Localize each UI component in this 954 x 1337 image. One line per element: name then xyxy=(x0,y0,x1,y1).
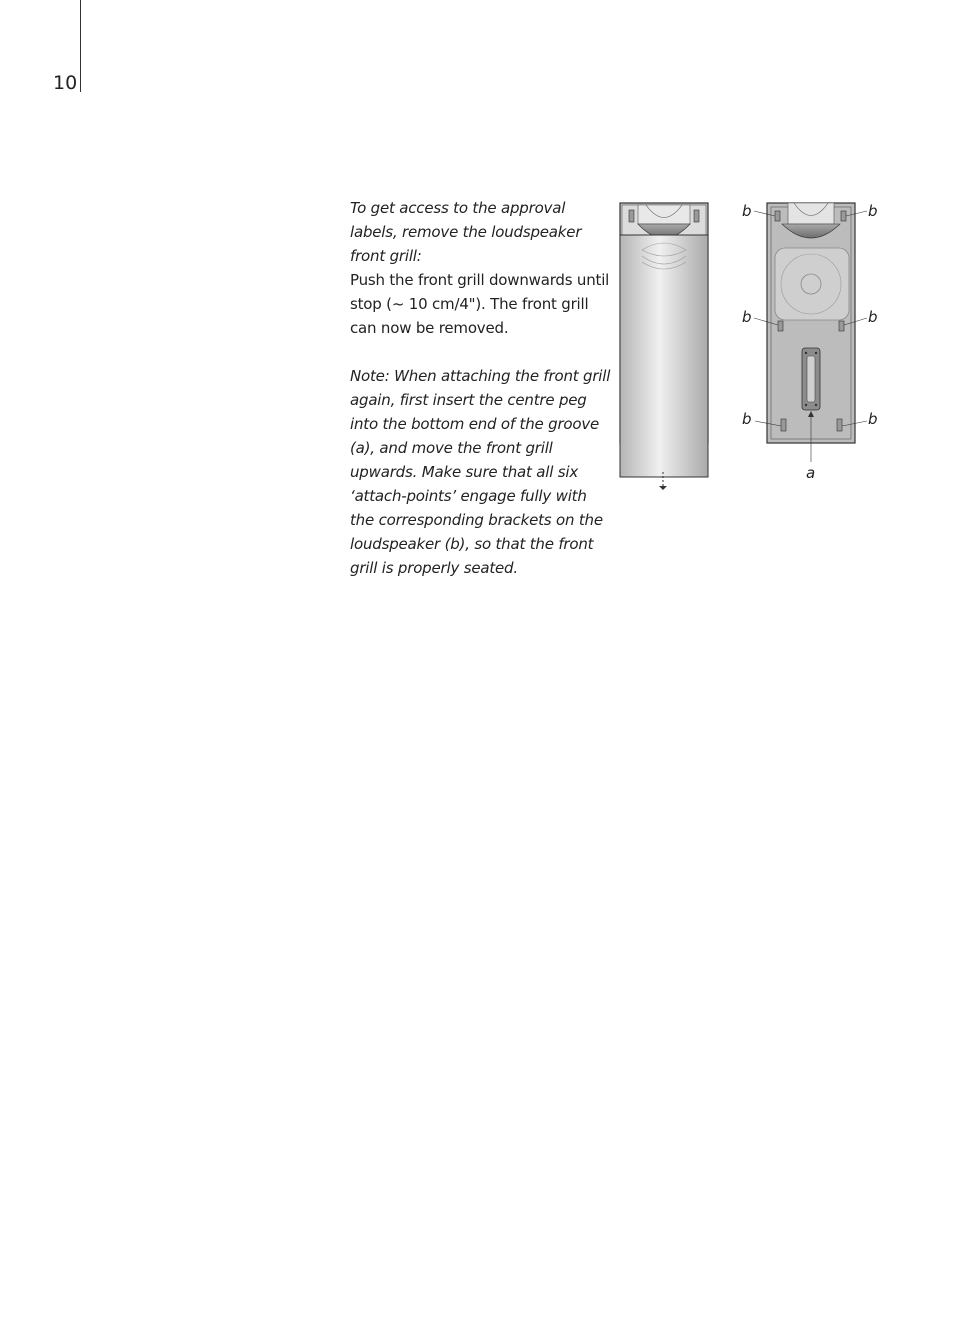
bracket-icon xyxy=(629,210,634,222)
loudspeaker-figure xyxy=(612,190,902,510)
page-number: 10 xyxy=(53,72,78,94)
bracket-icon xyxy=(775,211,780,221)
callout-b-top-left: b xyxy=(742,202,752,220)
callout-a-groove: a xyxy=(806,464,816,482)
bracket-icon xyxy=(694,210,699,222)
bracket-icon xyxy=(841,211,846,221)
speaker-grill-removed xyxy=(754,203,867,462)
callout-b-middle-right: b xyxy=(868,308,878,326)
margin-rule xyxy=(80,0,81,92)
arrow-down-icon xyxy=(659,486,667,490)
callout-b-bottom-right: b xyxy=(868,410,878,428)
callout-b-top-right: b xyxy=(868,202,878,220)
attachment-note: Note: When attaching the front grill again, first insert the centre peg into the bottom end of the groove (a), and move the front grill upwards. Make sure that all six ‘attach-points’ engage fully with the corresponding brackets on the loudspeaker (b), so that the front grill is properly seated. xyxy=(350,367,611,577)
loudspeaker-illustration xyxy=(612,190,902,510)
section-heading: To get access to the approval labels, remove the loudspeaker front grill: xyxy=(350,199,582,265)
bracket-icon xyxy=(778,321,783,331)
instruction-body: Push the front grill downwards until stop (~ 10 cm/4"). The front grill can now be removed. xyxy=(350,271,610,337)
callout-b-bottom-left: b xyxy=(742,410,752,428)
speaker-grill-lowered xyxy=(620,203,708,490)
instruction-text xyxy=(350,196,612,580)
bracket-icon xyxy=(837,419,842,431)
bracket-icon xyxy=(839,321,844,331)
callout-b-middle-left: b xyxy=(742,308,752,326)
woofer-icon xyxy=(775,248,849,320)
bracket-icon xyxy=(781,419,786,431)
